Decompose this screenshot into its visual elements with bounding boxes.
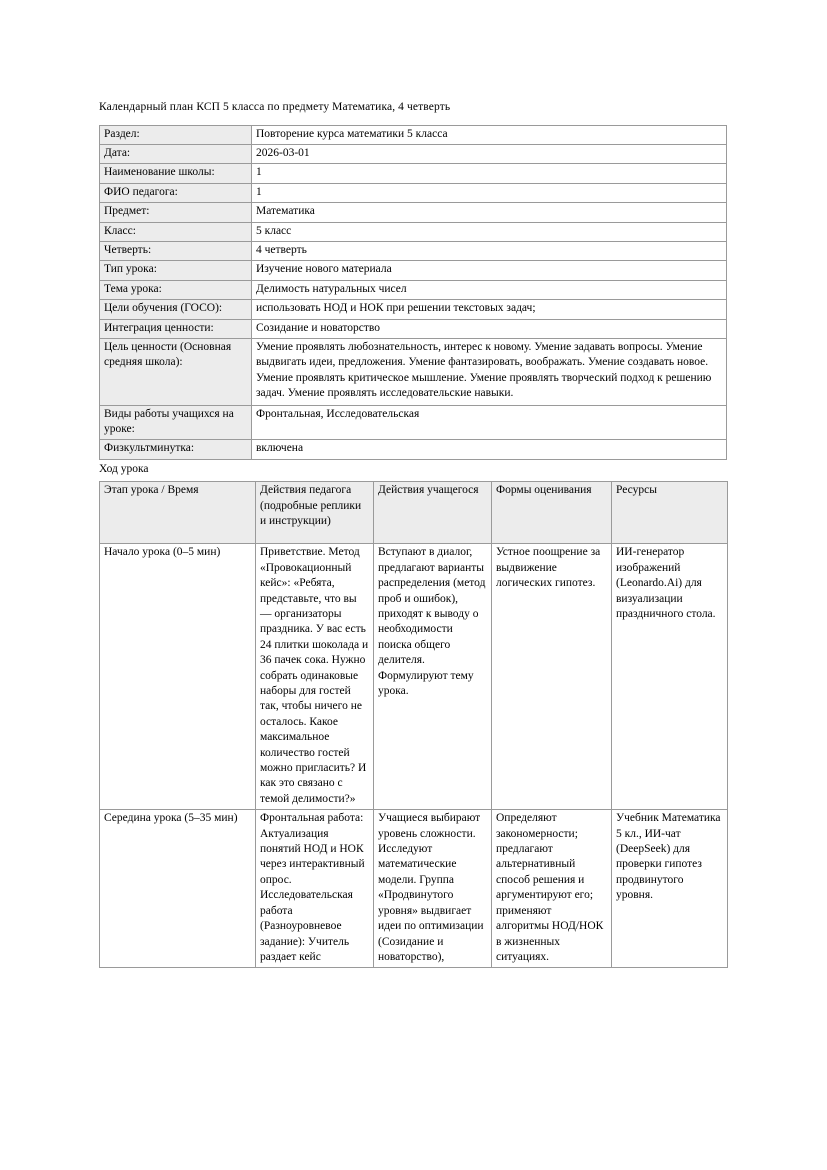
cell-teacher-actions: Фронтальная работа: Актуализация понятий НОД и НОК через интерактивный опрос. Исследовательская работа (Разноуровневое задание): Учитель раздает кейс: [256, 810, 374, 968]
table-row: [100, 440, 727, 459]
table-row: [100, 203, 727, 222]
table-row: [100, 144, 727, 163]
info-value: Умение проявлять любознательность, интерес к новому. Умение задавать вопросы. Умение выдвигать идеи, предложения. Умение фантазировать, воображать. Умение создавать новое. Умение проявлять критическое мышление. Умение проявлять творческий подход к решению задач. Умение проявлять исследовательские навыки.: [252, 338, 727, 405]
table-row: [100, 261, 727, 280]
lesson-flow-table: [99, 481, 728, 968]
info-value: Созидание и новаторство: [252, 319, 727, 338]
info-label: Дата:: [100, 144, 252, 163]
table-row: [100, 222, 727, 241]
table-row: [100, 405, 727, 440]
info-value: Фронтальная, Исследовательская: [252, 405, 727, 440]
cell-assessment: Устное поощрение за выдвижение логических гипотез.: [492, 544, 612, 810]
table-row: [100, 280, 727, 299]
cell-student-actions: Вступают в диалог, предлагают варианты распределения (метод проб и ошибок), приходят к выводу о необходимости поиска общего делителя. Формулируют тему урока.: [374, 544, 492, 810]
info-label: Четверть:: [100, 241, 252, 260]
info-label: ФИО педагога:: [100, 183, 252, 202]
table-row: [100, 319, 727, 338]
table-row: [100, 241, 727, 260]
table-row: [100, 810, 728, 968]
info-value: 4 четверть: [252, 241, 727, 260]
table-row: [100, 338, 727, 405]
info-label: Класс:: [100, 222, 252, 241]
info-label: Физкультминутка:: [100, 440, 252, 459]
table-row: [100, 183, 727, 202]
info-value: Повторение курса математики 5 класса: [252, 125, 727, 144]
info-value: использовать НОД и НОК при решении текстовых задач;: [252, 300, 727, 319]
table-row: [100, 300, 727, 319]
info-label: Наименование школы:: [100, 164, 252, 183]
lesson-info-table: [99, 125, 727, 460]
cell-stage: Начало урока (0–5 мин): [100, 544, 256, 810]
info-label: Предмет:: [100, 203, 252, 222]
info-label: Цели обучения (ГОСО):: [100, 300, 252, 319]
info-value: Математика: [252, 203, 727, 222]
info-label: Цель ценности (Основная средняя школа):: [100, 338, 252, 405]
column-header-resources: Ресурсы: [612, 482, 728, 544]
cell-resources: Учебник Математика 5 кл., ИИ-чат (DeepSeek) для проверки гипотез продвинутого уровня.: [612, 810, 728, 968]
info-value: 1: [252, 183, 727, 202]
info-label: Раздел:: [100, 125, 252, 144]
info-value: Изучение нового материала: [252, 261, 727, 280]
table-header-row: [100, 482, 728, 544]
info-label: Тип урока:: [100, 261, 252, 280]
column-header-student-actions: Действия учащегося: [374, 482, 492, 544]
info-value: включена: [252, 440, 727, 459]
info-label: Виды работы учащихся на уроке:: [100, 405, 252, 440]
column-header-stage: Этап урока / Время: [100, 482, 256, 544]
info-value: 2026-03-01: [252, 144, 727, 163]
table-row: [100, 164, 727, 183]
column-header-assessment: Формы оценивания: [492, 482, 612, 544]
section-label-lesson-flow: Ход урока: [99, 462, 149, 475]
table-row: [100, 544, 728, 810]
info-value: 1: [252, 164, 727, 183]
cell-resources: ИИ-генератор изображений (Leonardo.Ai) для визуализации праздничного стола.: [612, 544, 728, 810]
cell-teacher-actions: Приветствие. Метод «Провокационный кейс»: «Ребята, представьте, что вы — организаторы праздника. У вас есть 24 плитки шоколада и 36 пачек сока. Нужно собрать одинаковые наборы для гостей так, чтобы ничего не осталось. Какое максимальное количество гостей можно пригласить? И как это связано с темой делимости?»: [256, 544, 374, 810]
cell-student-actions: Учащиеся выбирают уровень сложности. Исследуют математические модели. Группа «Продвинутого уровня» выдвигает идеи по оптимизации (Созидание и новаторство),: [374, 810, 492, 968]
info-value: 5 класс: [252, 222, 727, 241]
cell-stage: Середина урока (5–35 мин): [100, 810, 256, 968]
table-row: [100, 125, 727, 144]
page-title: Календарный план КСП 5 класса по предмету Математика, 4 четверть: [99, 101, 451, 113]
info-value: Делимость натуральных чисел: [252, 280, 727, 299]
info-label: Тема урока:: [100, 280, 252, 299]
column-header-teacher-actions: Действия педагога (подробные реплики и инструкции): [256, 482, 374, 544]
cell-assessment: Определяют закономерности; предлагают альтернативный способ решения и аргументируют его; применяют алгоритмы НОД/НОК в жизненных ситуациях.: [492, 810, 612, 968]
info-label: Интеграция ценности:: [100, 319, 252, 338]
